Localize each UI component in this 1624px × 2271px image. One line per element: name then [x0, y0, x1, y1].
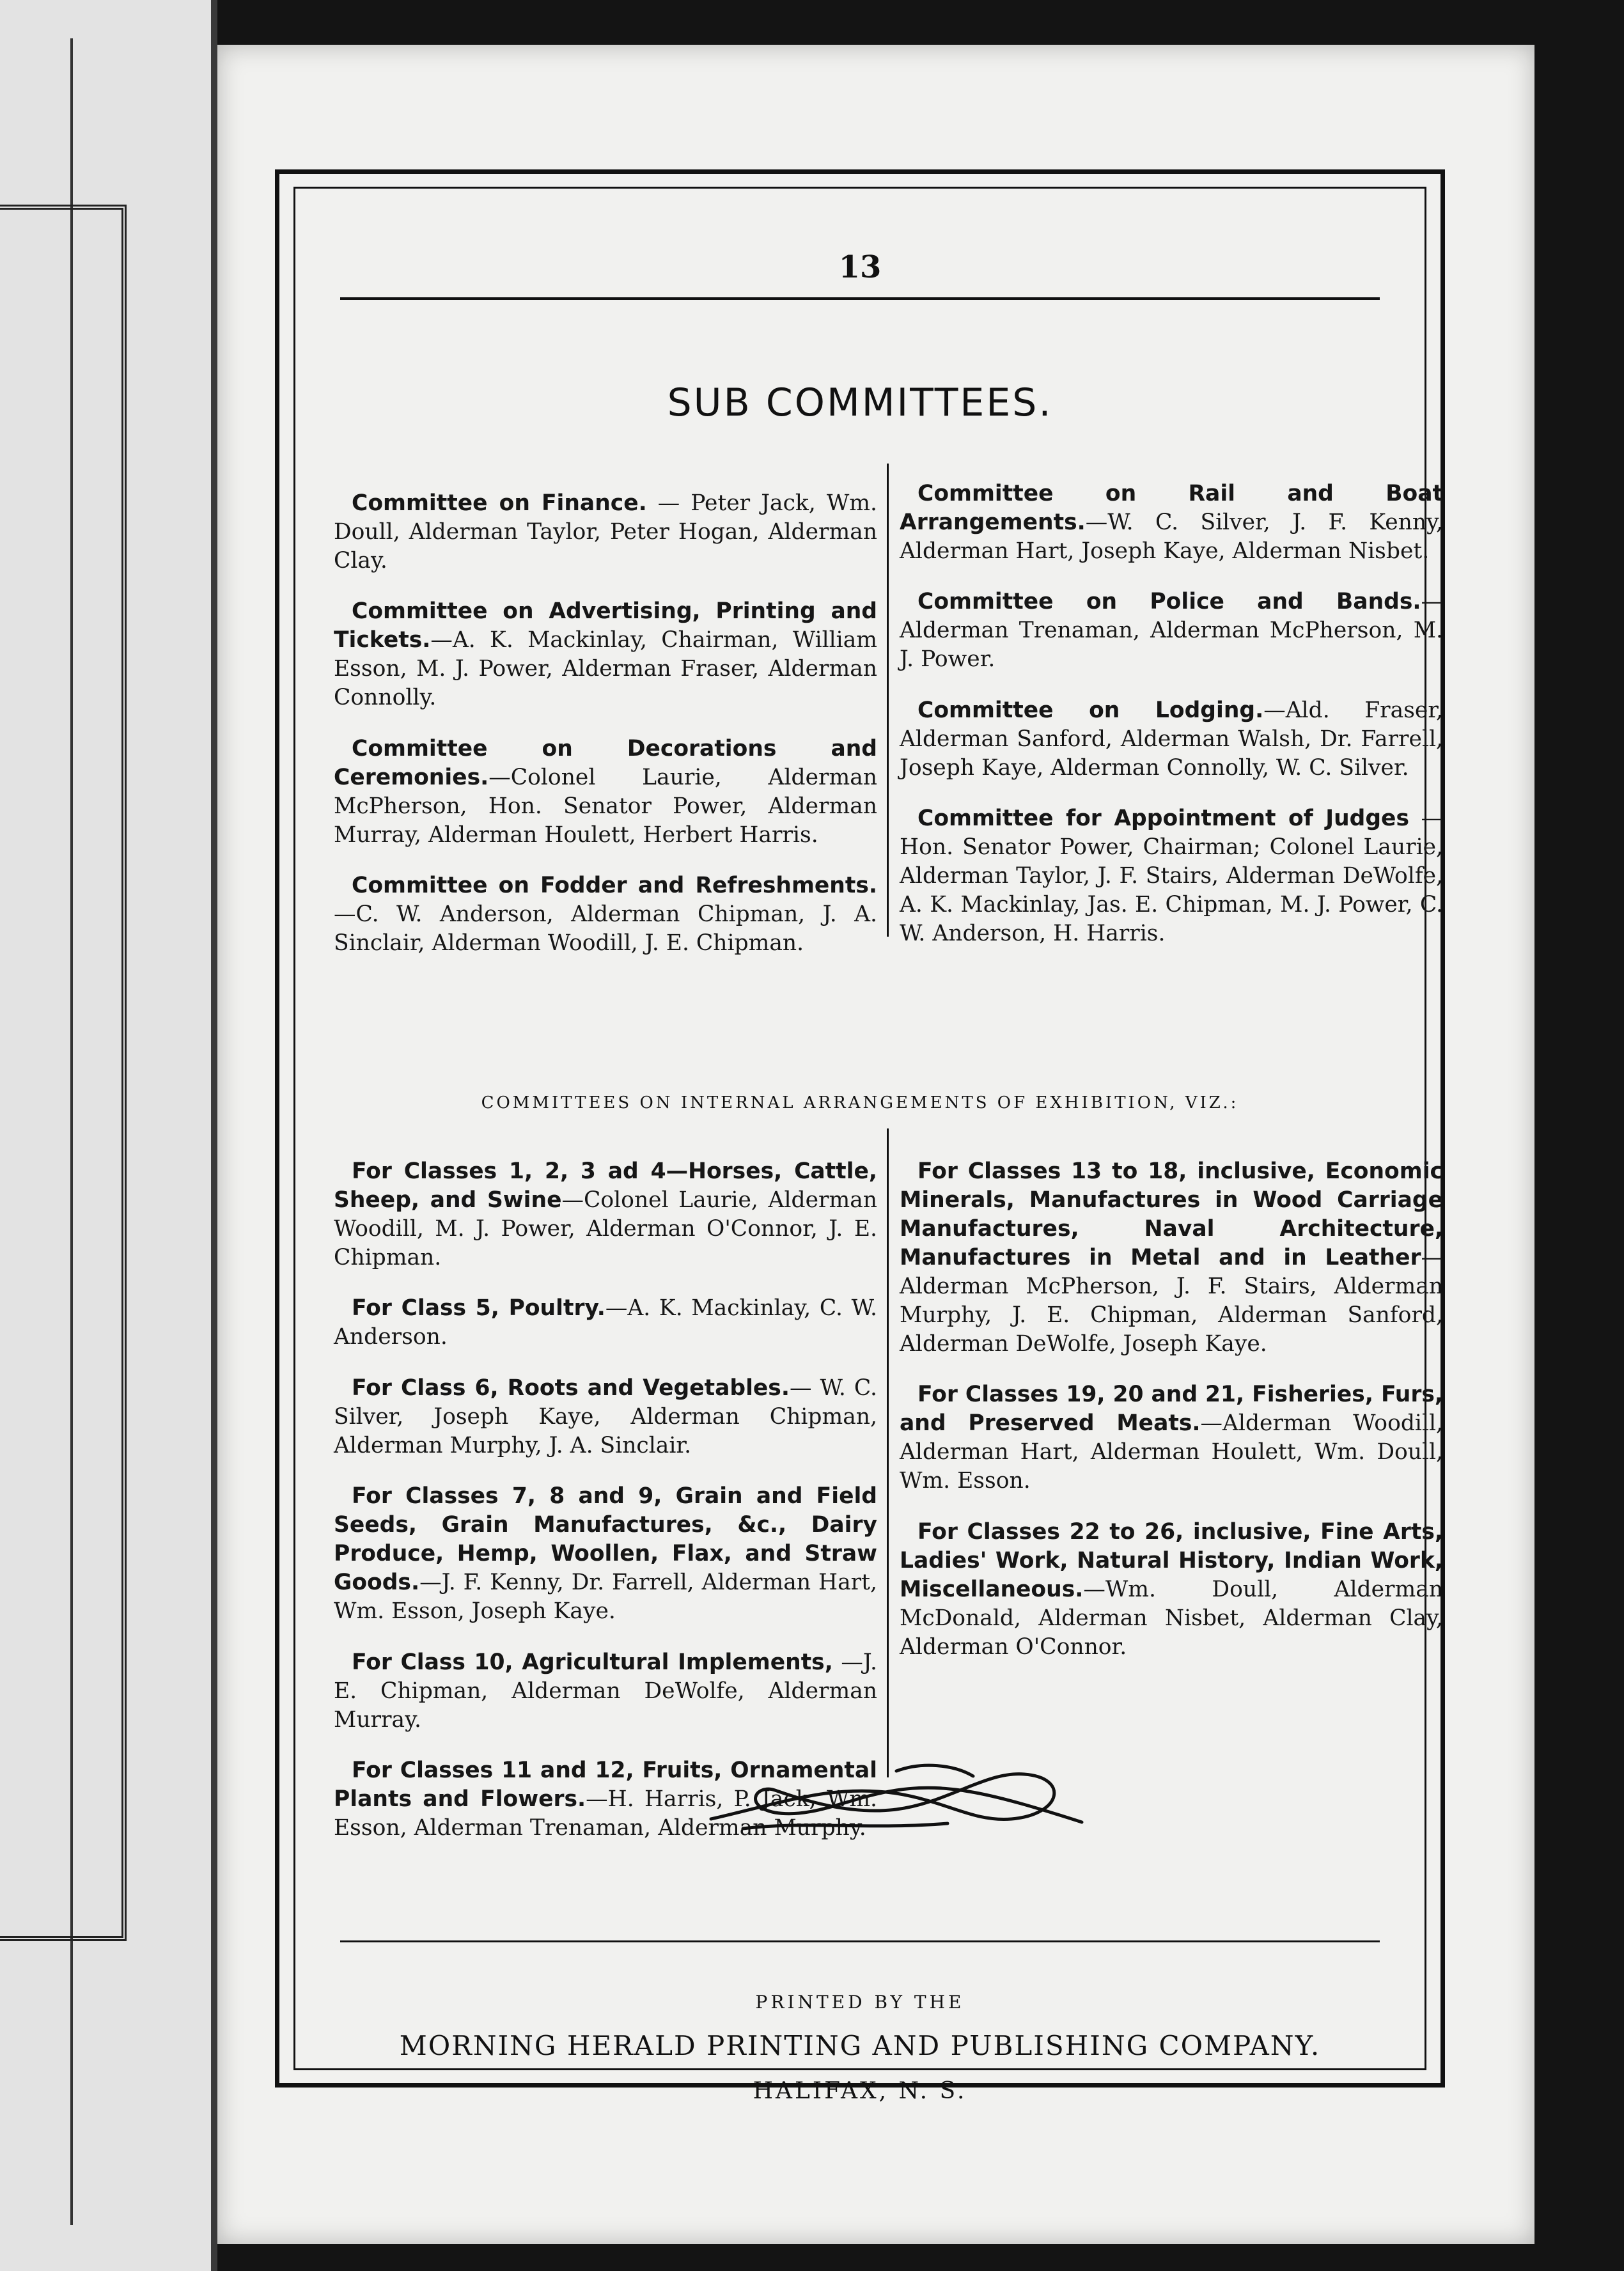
footer-rule: [340, 1940, 1380, 1942]
class-members: —Wm. Doull, Alderman McDonald, Alderman Nisbet, Alderman Clay, Alderman O'Connor.: [900, 1576, 1443, 1660]
class-committee-entry: [334, 1482, 877, 1626]
flourish-ornament: [705, 1758, 1088, 1841]
page-border-inner: [293, 187, 1444, 2104]
document-page: [217, 45, 1534, 2244]
committee-members: —C. W. Anderson, Alderman Chipman, J. A. Sinclair, Alderman Woodill, J. E. Chipman.: [334, 901, 877, 956]
committee-entry: [900, 696, 1443, 783]
committee-heading: Committee on Police and Bands.: [917, 589, 1421, 614]
committee-entry: [334, 871, 877, 958]
class-heading: For Classes 22 to 26, inclusive, Fine Arts, Ladies' Work, Natural History, Indian Work, Miscellaneous.: [900, 1518, 1443, 1602]
committee-members: —Colonel Laurie, Alderman McPherson, Hon. Senator Power, Alderman Murray, Alderman Houlett, Herbert Harris.: [334, 764, 877, 848]
page-number: 13: [838, 249, 882, 285]
committee-heading: Committee on Decorations and Ceremonies.: [334, 735, 877, 790]
class-heading: For Classes 11 and 12, Fruits, Ornamental Plants and Flowers.: [334, 1758, 877, 1812]
class-heading: For Class 5, Poultry.: [352, 1295, 605, 1321]
committee-heading: Committee on Finance.: [352, 490, 647, 516]
class-members: —J. F. Kenny, Dr. Farrell, Alderman Hart, Wm. Esson, Joseph Kaye.: [334, 1570, 877, 1624]
printer-name: MORNING HERALD PRINTING AND PUBLISHING COMPANY.: [399, 2030, 1321, 2061]
left-facing-page: [0, 0, 217, 2271]
class-committee-entry: [334, 1648, 877, 1735]
class-heading: For Classes 7, 8 and 9, Grain and Field Seeds, Grain Manufactures, &c., Dairy Produce, Hemp, Woollen, Flax, and Straw Goods.: [334, 1483, 877, 1595]
class-heading: For Classes 1, 2, 3 ad 4—Horses, Cattle, Sheep, and Swine: [334, 1158, 877, 1213]
committee-entry: [900, 480, 1443, 566]
committee-heading: Committee for Appointment of Judges: [917, 806, 1409, 831]
class-members: —H. Harris, P. Jack, Wm. Esson, Alderman Trenaman, Alderman Murphy.: [334, 1786, 878, 1841]
committee-heading: Committee on Advertising, Printing and Tickets.: [334, 598, 877, 653]
class-committee-entry: [900, 1518, 1443, 1662]
header-rule: [340, 297, 1380, 300]
committee-entry: [900, 588, 1443, 674]
class-members: —J. E. Chipman, Alderman DeWolfe, Alderman Murray.: [334, 1649, 877, 1733]
committee-members: —Hon. Senator Power, Chairman; Colonel Laurie, Alderman Taylor, J. F. Stairs, Alderman DeWolfe, A. K. Mackinlay, Jas. E. Chipman, M. J. Power, C. W. Anderson, H. Harris.: [900, 806, 1443, 946]
committee-heading: Committee on Lodging.: [917, 697, 1264, 723]
class-committee-entry: [900, 1157, 1443, 1359]
sub-committees-left-column: [334, 467, 877, 968]
committee-members: —Ald. Fraser, Alderman Sanford, Alderman Walsh, Dr. Farrell, Joseph Kaye, Alderman Connolly, W. C. Silver.: [900, 697, 1443, 781]
class-committee-entry: [900, 1380, 1443, 1495]
class-members: — W. C. Silver, Joseph Kaye, Alderman Chipman, Alderman Murphy, J. A. Sinclair.: [334, 1375, 877, 1458]
internal-right-column: [900, 1135, 1443, 1672]
committee-members: — Alderman Trenaman, Alderman McPherson, M. J. Power.: [900, 589, 1443, 672]
class-heading: For Classes 19, 20 and 21, Fisheries, Furs, and Preserved Meats.: [900, 1382, 1444, 1436]
left-page-frame: [0, 205, 127, 1941]
class-committee-entry: [334, 1374, 877, 1460]
class-members: —Alderman McPherson, J. F. Stairs, Alderman Murphy, J. E. Chipman, Alderman Sanford, Alderman DeWolfe, Joseph Kaye.: [900, 1244, 1443, 1357]
committee-heading: Committee on Rail and Boat Arrangements.: [900, 480, 1443, 535]
committee-entry: [334, 735, 877, 850]
page-title: SUB COMMITTEES.: [667, 380, 1053, 425]
class-heading: For Class 10, Agricultural Implements,: [352, 1649, 833, 1675]
committee-entry: [334, 597, 877, 712]
committee-members: —A. K. Mackinlay, Chairman, William Esson, M. J. Power, Alderman Fraser, Alderman Connolly.: [334, 627, 877, 710]
printer-location: HALIFAX, N. S.: [753, 2078, 967, 2104]
internal-left-column: [334, 1135, 877, 1853]
class-heading: For Classes 13 to 18, inclusive, Economic Minerals, Manufactures in Wood Carriage Manufactures, Naval Architecture, Manufactures in Metal and in Leather: [900, 1158, 1443, 1270]
sub-committees-right-column: [900, 457, 1443, 958]
committee-entry: [334, 489, 877, 575]
column-divider-lower: [887, 1128, 889, 1777]
committee-members: — Peter Jack, Wm. Doull, Alderman Taylor, Peter Hogan, Alderman Clay.: [334, 490, 877, 574]
printed-by-line: PRINTED BY THE: [755, 1992, 965, 2013]
column-divider-upper: [887, 464, 889, 937]
class-heading: For Class 6, Roots and Vegetables.: [352, 1375, 790, 1401]
committee-heading: Committee on Fodder and Refreshments.: [352, 873, 877, 898]
class-committee-entry: [334, 1294, 877, 1352]
class-members: —Colonel Laurie, Alderman Woodill, M. J. Power, Alderman O'Connor, J. E. Chipman.: [334, 1187, 877, 1270]
committee-members: —W. C. Silver, J. F. Kenny, Alderman Hart, Joseph Kaye, Alderman Nisbet.: [900, 509, 1443, 564]
internal-arrangements-heading: COMMITTEES ON INTERNAL ARRANGEMENTS OF EXHIBITION, VIZ.:: [481, 1093, 1239, 1112]
committee-entry: [900, 804, 1443, 948]
class-committee-entry: [334, 1157, 877, 1272]
class-members: —A. K. Mackinlay, C. W. Anderson.: [334, 1295, 877, 1350]
class-members: —Alderman Woodill, Alderman Hart, Alderman Houlett, Wm. Doull, Wm. Esson.: [900, 1410, 1444, 1494]
page-border: [275, 169, 1445, 2104]
